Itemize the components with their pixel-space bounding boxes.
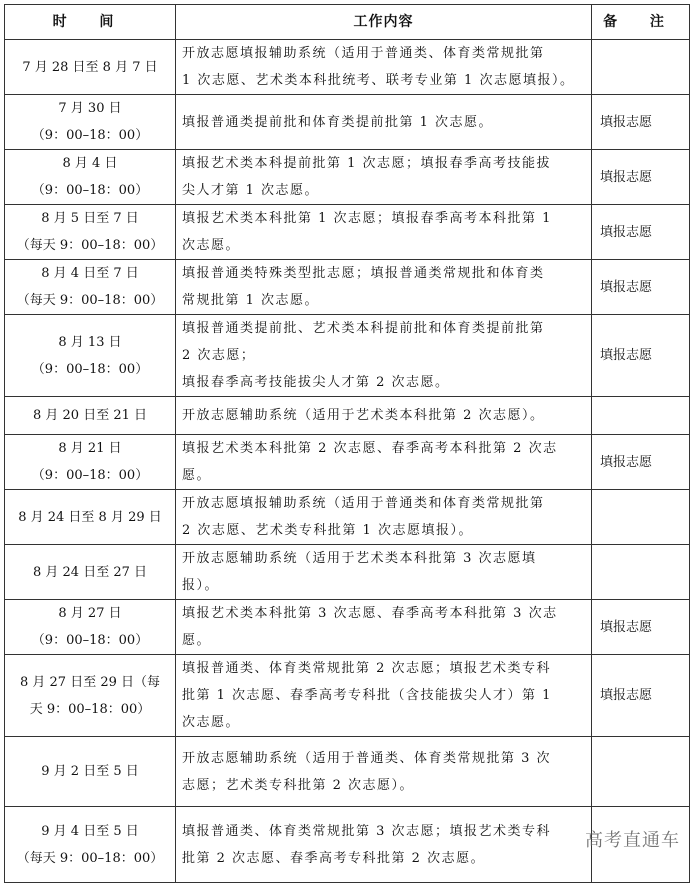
- note-cell: [592, 545, 690, 600]
- content-cell: [176, 600, 592, 655]
- content-line: 填报普通类特殊类型批志愿；填报普通类常规批和体育类: [182, 266, 545, 281]
- content-cell: [176, 315, 592, 397]
- table-body: [5, 40, 690, 883]
- note-cell: [592, 490, 690, 545]
- content-line: 愿。: [182, 633, 212, 648]
- content-cell: [176, 737, 592, 807]
- time-cell: [5, 205, 176, 260]
- time-line: （每天 9：00–18：00）: [16, 850, 164, 866]
- time-line: （9：00–18：00）: [31, 128, 149, 143]
- time-line: 8 月 27 日至 29 日（每: [19, 674, 161, 690]
- table-row: [5, 95, 690, 150]
- note-text: 填报志愿: [600, 348, 653, 363]
- content-line: 常规批第 1 次志愿。: [182, 293, 320, 308]
- time-cell: [5, 737, 176, 807]
- note-cell: [592, 655, 690, 737]
- table-row: [5, 435, 690, 490]
- content-cell: [176, 95, 592, 150]
- content-line: 填报艺术类本科批第 1 次志愿；填报春季高考本科批第 1: [182, 211, 552, 226]
- note-text: 填报志愿: [600, 279, 653, 295]
- time-line: 8 月 4 日: [62, 156, 118, 171]
- content-cell: [176, 545, 592, 600]
- content-line: 2 次志愿；: [182, 348, 256, 363]
- note-text: 填报志愿: [600, 454, 653, 470]
- time-line: （9：00–18：00）: [31, 468, 149, 483]
- note-cell: [592, 95, 690, 150]
- content-line: 开放志愿填报辅助系统（适用于普通类、体育类常规批第: [182, 46, 545, 61]
- time-line: 8 月 4 日至 7 日: [41, 266, 139, 281]
- content-line: 愿。: [182, 468, 212, 483]
- note-cell: [592, 397, 690, 435]
- content-line: 批第 2 次志愿、春季高考专科批第 2 次志愿。: [182, 850, 486, 866]
- note-cell: [592, 600, 690, 655]
- table-row: [5, 655, 690, 737]
- note-text: 填报志愿: [600, 619, 653, 635]
- header-note: 备 注: [592, 5, 690, 40]
- note-cell: [592, 40, 690, 95]
- table-row: [5, 260, 690, 315]
- time-line: 8 月 27 日: [58, 606, 122, 621]
- content-line: 开放志愿辅助系统（适用于普通类、体育类常规批第 3 次: [182, 750, 552, 766]
- time-line: （每天 9：00–18：00）: [16, 293, 164, 308]
- note-text: 填报志愿: [600, 688, 653, 703]
- note-cell: [592, 737, 690, 807]
- time-line: 8 月 5 日至 7 日: [41, 211, 139, 226]
- time-line: （9：00–18：00）: [31, 361, 149, 377]
- table-row: [5, 397, 690, 435]
- content-line: 次志愿。: [182, 715, 241, 730]
- table-row: [5, 315, 690, 397]
- time-cell: [5, 490, 176, 545]
- table-row: [5, 150, 690, 205]
- content-line: 填报艺术类本科提前批第 1 次志愿；填报春季高考技能拔: [182, 156, 552, 171]
- content-cell: [176, 40, 592, 95]
- note-cell: [592, 435, 690, 490]
- note-cell: [592, 205, 690, 260]
- table-row: [5, 40, 690, 95]
- content-line: 尖人才第 1 次志愿。: [182, 183, 320, 198]
- table-row: [5, 807, 690, 883]
- content-line: 填报普通类提前批、艺术类本科提前批和体育类提前批第: [182, 321, 545, 336]
- time-line: （9：00–18：00）: [31, 633, 149, 648]
- time-cell: [5, 655, 176, 737]
- time-line: 天 9：00–18：00）: [29, 701, 151, 717]
- note-cell: [592, 150, 690, 205]
- content-line: 填报普通类提前批和体育类提前批第 1 次志愿。: [182, 114, 494, 130]
- content-cell: [176, 807, 592, 883]
- header-time: 时 间: [5, 5, 176, 40]
- schedule-table: [4, 4, 690, 883]
- content-line: 开放志愿填报辅助系统（适用于普通类和体育类常规批第: [182, 496, 545, 511]
- time-cell: [5, 260, 176, 315]
- note-cell: [592, 260, 690, 315]
- time-line: 7 月 28 日至 8 月 7 日: [22, 59, 158, 75]
- time-cell: [5, 95, 176, 150]
- content-cell: [176, 260, 592, 315]
- content-line: 2 次志愿、艺术类专科批第 1 次志愿填报）。: [182, 523, 473, 538]
- content-cell: [176, 490, 592, 545]
- content-line: 开放志愿辅助系统（适用于艺术类本科批第 2 次志愿）。: [182, 408, 545, 423]
- content-cell: [176, 150, 592, 205]
- table-row: [5, 737, 690, 807]
- content-line: 志愿；艺术类专科批第 2 次志愿）。: [182, 777, 415, 793]
- time-line: 7 月 30 日: [58, 101, 122, 116]
- time-line: 8 月 13 日: [58, 334, 122, 350]
- time-line: 8 月 21 日: [58, 441, 122, 456]
- note-text: 填报志愿: [600, 169, 653, 185]
- content-line: 报）。: [182, 578, 220, 593]
- content-line: 填报普通类、体育类常规批第 3 次志愿；填报艺术类专科: [182, 823, 552, 839]
- content-line: 批第 1 次志愿、春季高考专科批（含技能拔尖人才）第 1: [182, 688, 552, 703]
- content-line: 填报艺术类本科批第 2 次志愿、春季高考本科批第 2 次志: [182, 441, 558, 456]
- table-row: [5, 600, 690, 655]
- content-cell: [176, 397, 592, 435]
- time-line: 8 月 24 日至 8 月 29 日: [18, 509, 162, 525]
- time-cell: [5, 435, 176, 490]
- watermark: 高考直通车: [585, 830, 680, 851]
- note-cell: [592, 315, 690, 397]
- time-line: 9 月 2 日至 5 日: [41, 764, 139, 779]
- time-cell: [5, 315, 176, 397]
- time-line: （每天 9：00–18：00）: [16, 238, 164, 253]
- time-line: 8 月 24 日至 27 日: [32, 564, 148, 580]
- time-cell: [5, 150, 176, 205]
- time-cell: [5, 545, 176, 600]
- content-line: 填报艺术类本科批第 3 次志愿、春季高考本科批第 3 次志: [182, 606, 558, 621]
- time-cell: [5, 807, 176, 883]
- note-cell: [592, 807, 690, 883]
- content-line: 1 次志愿、艺术类本科批统考、联考专业第 1 次志愿填报）。: [182, 73, 575, 88]
- table-row: [5, 205, 690, 260]
- time-line: （9：00–18：00）: [31, 183, 149, 198]
- time-line: 8 月 20 日至 21 日: [32, 408, 148, 423]
- header-row: [5, 5, 690, 40]
- content-cell: [176, 655, 592, 737]
- time-line: 9 月 4 日至 5 日: [41, 823, 139, 839]
- time-cell: [5, 397, 176, 435]
- content-line: 填报春季高考技能拔尖人才第 2 次志愿。: [182, 375, 450, 390]
- content-line: 填报普通类、体育类常规批第 2 次志愿；填报艺术类专科: [182, 661, 552, 676]
- table-row: [5, 545, 690, 600]
- content-line: 次志愿。: [182, 238, 241, 253]
- time-cell: [5, 600, 176, 655]
- content-line: 开放志愿辅助系统（适用于艺术类本科批第 3 次志愿填: [182, 551, 537, 566]
- note-text: 填报志愿: [600, 224, 653, 240]
- note-text: 填报志愿: [600, 114, 653, 130]
- table-row: [5, 490, 690, 545]
- header-content: 工作内容: [176, 5, 592, 40]
- content-cell: [176, 435, 592, 490]
- content-cell: [176, 205, 592, 260]
- time-cell: [5, 40, 176, 95]
